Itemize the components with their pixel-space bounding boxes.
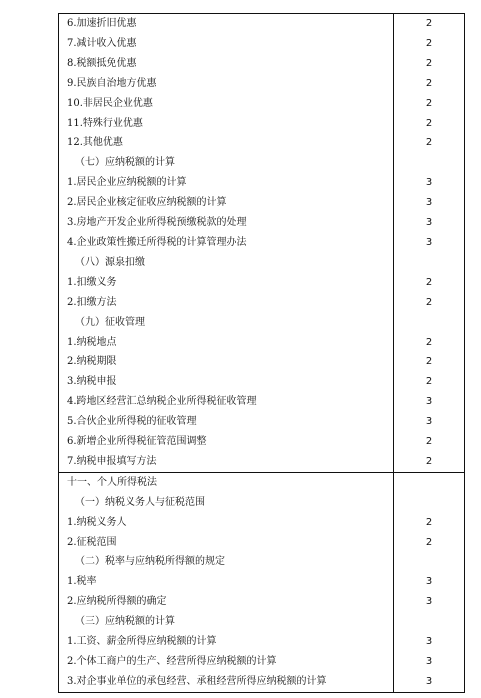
- topic-label: 5.合伙企业所得税的征收管理: [59, 412, 394, 432]
- table-row: [59, 54, 465, 74]
- level-value: 3: [394, 572, 465, 592]
- topic-label: 2.应纳税所得额的确定: [59, 592, 394, 612]
- table-row: [59, 333, 465, 353]
- table-row: [59, 253, 465, 273]
- topic-label: 9.民族自治地方优惠: [59, 74, 394, 94]
- topic-label: 1.纳税地点: [59, 333, 394, 353]
- level-value: 2: [394, 114, 465, 134]
- level-value: 2: [394, 94, 465, 114]
- table-row: [59, 533, 465, 553]
- table-row: [59, 372, 465, 392]
- section-corporate-tax: [59, 14, 465, 473]
- level-value: 2: [394, 533, 465, 553]
- level-value: 2: [394, 133, 465, 153]
- table-row: [59, 233, 465, 253]
- topic-label: 1.纳税义务人: [59, 513, 394, 533]
- table-row: [59, 612, 465, 632]
- topic-label: 2.纳税期限: [59, 352, 394, 372]
- subsection-heading: （三）应纳税额的计算: [59, 612, 394, 632]
- level-value: 2: [394, 14, 465, 34]
- level-value: [394, 153, 465, 173]
- topic-label: 4.跨地区经营汇总纳税企业所得税征收管理: [59, 392, 394, 412]
- subsection-heading: （八）源泉扣缴: [59, 253, 394, 273]
- table-row: [59, 94, 465, 114]
- table-row: [59, 493, 465, 513]
- level-value: 2: [394, 352, 465, 372]
- level-value: 2: [394, 333, 465, 353]
- topic-label: 11.特殊行业优惠: [59, 114, 394, 134]
- level-value: 2: [394, 372, 465, 392]
- level-value: 2: [394, 432, 465, 452]
- subsection-heading: （七）应纳税额的计算: [59, 153, 394, 173]
- table-row: [59, 74, 465, 94]
- level-value: 3: [394, 672, 465, 692]
- level-value: [394, 253, 465, 273]
- table-row: [59, 173, 465, 193]
- topic-label: 1.居民企业应纳税额的计算: [59, 173, 394, 193]
- table-row: [59, 213, 465, 233]
- section-individual-income-tax: [59, 472, 465, 692]
- table-row: [59, 632, 465, 652]
- level-value: [394, 612, 465, 632]
- table-row: [59, 352, 465, 372]
- topic-label: 6.加速折旧优惠: [59, 14, 394, 34]
- syllabus-document: [58, 13, 464, 693]
- level-value: 2: [394, 273, 465, 293]
- level-value: 3: [394, 193, 465, 213]
- table-row: [59, 34, 465, 54]
- level-value: [394, 472, 465, 492]
- subsection-heading: （二）税率与应纳税所得额的规定: [59, 552, 394, 572]
- table-row: [59, 133, 465, 153]
- topic-label: 3.房地产开发企业所得税预缴税款的处理: [59, 213, 394, 233]
- level-value: 3: [394, 213, 465, 233]
- topic-label: 2.征税范围: [59, 533, 394, 553]
- level-value: [394, 552, 465, 572]
- topic-label: 8.税额抵免优惠: [59, 54, 394, 74]
- topic-label: 7.纳税申报填写方法: [59, 452, 394, 472]
- level-value: 2: [394, 293, 465, 313]
- topic-label: 12.其他优惠: [59, 133, 394, 153]
- table-row: [59, 313, 465, 333]
- topic-label: 1.税率: [59, 572, 394, 592]
- level-value: 3: [394, 392, 465, 412]
- table-row: [59, 392, 465, 412]
- topic-label: 1.扣缴义务: [59, 273, 394, 293]
- table-row: [59, 432, 465, 452]
- table-row: [59, 193, 465, 213]
- topic-label: 2.居民企业核定征收应纳税额的计算: [59, 193, 394, 213]
- level-value: 3: [394, 652, 465, 672]
- topic-label: 2.扣缴方法: [59, 293, 394, 313]
- subsection-heading: （一）纳税义务人与征税范围: [59, 493, 394, 513]
- level-value: 3: [394, 632, 465, 652]
- level-value: 2: [394, 34, 465, 54]
- table-row: [59, 153, 465, 173]
- topic-label: 7.减计收入优惠: [59, 34, 394, 54]
- topic-label: 10.非居民企业优惠: [59, 94, 394, 114]
- topic-label: 3.对企事业单位的承包经营、承租经营所得应纳税额的计算: [59, 672, 394, 692]
- level-value: 2: [394, 513, 465, 533]
- topic-label: 4.企业政策性搬迁所得税的计算管理办法: [59, 233, 394, 253]
- table-row: [59, 572, 465, 592]
- level-value: 2: [394, 54, 465, 74]
- topic-label: 3.纳税申报: [59, 372, 394, 392]
- topic-label: 十一、个人所得税法: [59, 472, 394, 492]
- syllabus-table: [58, 13, 465, 693]
- table-row: [59, 114, 465, 134]
- level-value: [394, 313, 465, 333]
- level-value: 2: [394, 74, 465, 94]
- level-value: 3: [394, 592, 465, 612]
- topic-label: 1.工资、薪金所得应纳税额的计算: [59, 632, 394, 652]
- table-row: [59, 412, 465, 432]
- table-row: [59, 592, 465, 612]
- table-row: [59, 652, 465, 672]
- table-row: [59, 14, 465, 34]
- level-value: [394, 493, 465, 513]
- table-row: [59, 293, 465, 313]
- subsection-heading: （九）征收管理: [59, 313, 394, 333]
- level-value: 3: [394, 233, 465, 253]
- table-row: [59, 452, 465, 472]
- level-value: 2: [394, 452, 465, 472]
- topic-label: 6.新增企业所得税征管范围调整: [59, 432, 394, 452]
- table-row: [59, 672, 465, 692]
- table-row: [59, 472, 465, 492]
- table-row: [59, 552, 465, 572]
- table-row: [59, 273, 465, 293]
- level-value: 3: [394, 173, 465, 193]
- table-row: [59, 513, 465, 533]
- topic-label: 2.个体工商户的生产、经营所得应纳税额的计算: [59, 652, 394, 672]
- level-value: 3: [394, 412, 465, 432]
